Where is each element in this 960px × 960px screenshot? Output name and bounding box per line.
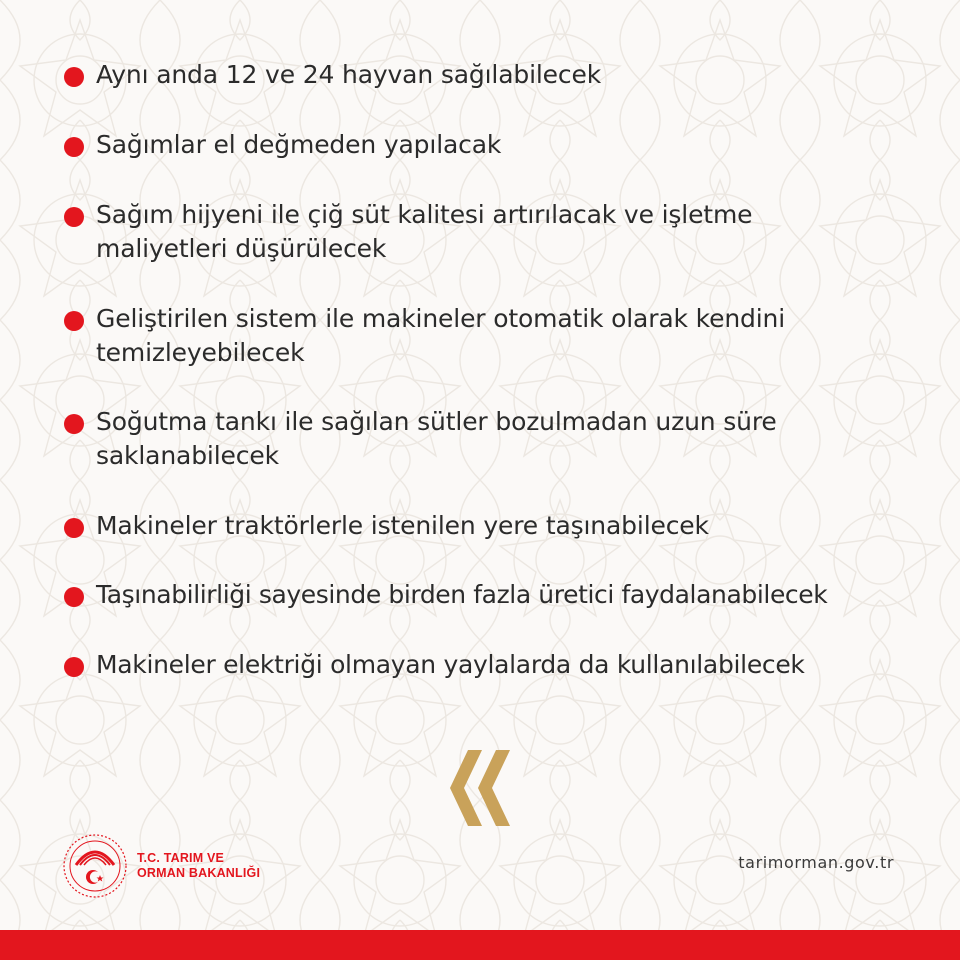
list-item [64,58,944,92]
red-dot-icon [64,67,84,87]
list-item [64,578,944,612]
list-item [64,405,944,473]
ministry-name [137,851,260,881]
bullet-text: Aynı anda 12 ve 24 hayvan sağılabilecek [96,60,602,89]
bottom-red-bar [0,930,960,960]
double-chevron-left-icon [448,750,514,826]
list-item [64,128,944,162]
ministry-name-line1: T.C. TARIM VE [137,851,225,865]
bullet-text: Makineler elektriği olmayan yaylalarda da kullanılabilecek [96,650,805,679]
bullet-text: Geliştirilen sistem ile makineler otomatik olarak kendini temizleyebilecek [96,304,786,367]
list-item [64,648,944,682]
red-dot-icon [64,207,84,227]
website-link[interactable]: tarimorman.gov.tr [738,853,894,872]
red-dot-icon [64,657,84,677]
bullet-text: Taşınabilirliği sayesinde birden fazla üretici faydalanabilecek [96,580,828,609]
list-item [64,509,944,543]
bullet-text: Soğutma tankı ile sağılan sütler bozulmadan uzun süre saklanabilecek [96,407,777,470]
red-dot-icon [64,414,84,434]
bullet-text: Sağım hijyeni ile çiğ süt kalitesi artırılacak ve işletme maliyetleri düşürülecek [96,200,753,263]
bullet-text: Makineler traktörlerle istenilen yere taşınabilecek [96,511,709,540]
list-item [64,198,944,266]
red-dot-icon [64,587,84,607]
ministry-name-line2: ORMAN BAKANLIĞI [137,866,261,880]
red-dot-icon [64,137,84,157]
ministry-emblem-icon [62,833,128,899]
red-dot-icon [64,311,84,331]
bullet-text: Sağımlar el değmeden yapılacak [96,130,502,159]
red-dot-icon [64,518,84,538]
list-item [64,302,944,370]
